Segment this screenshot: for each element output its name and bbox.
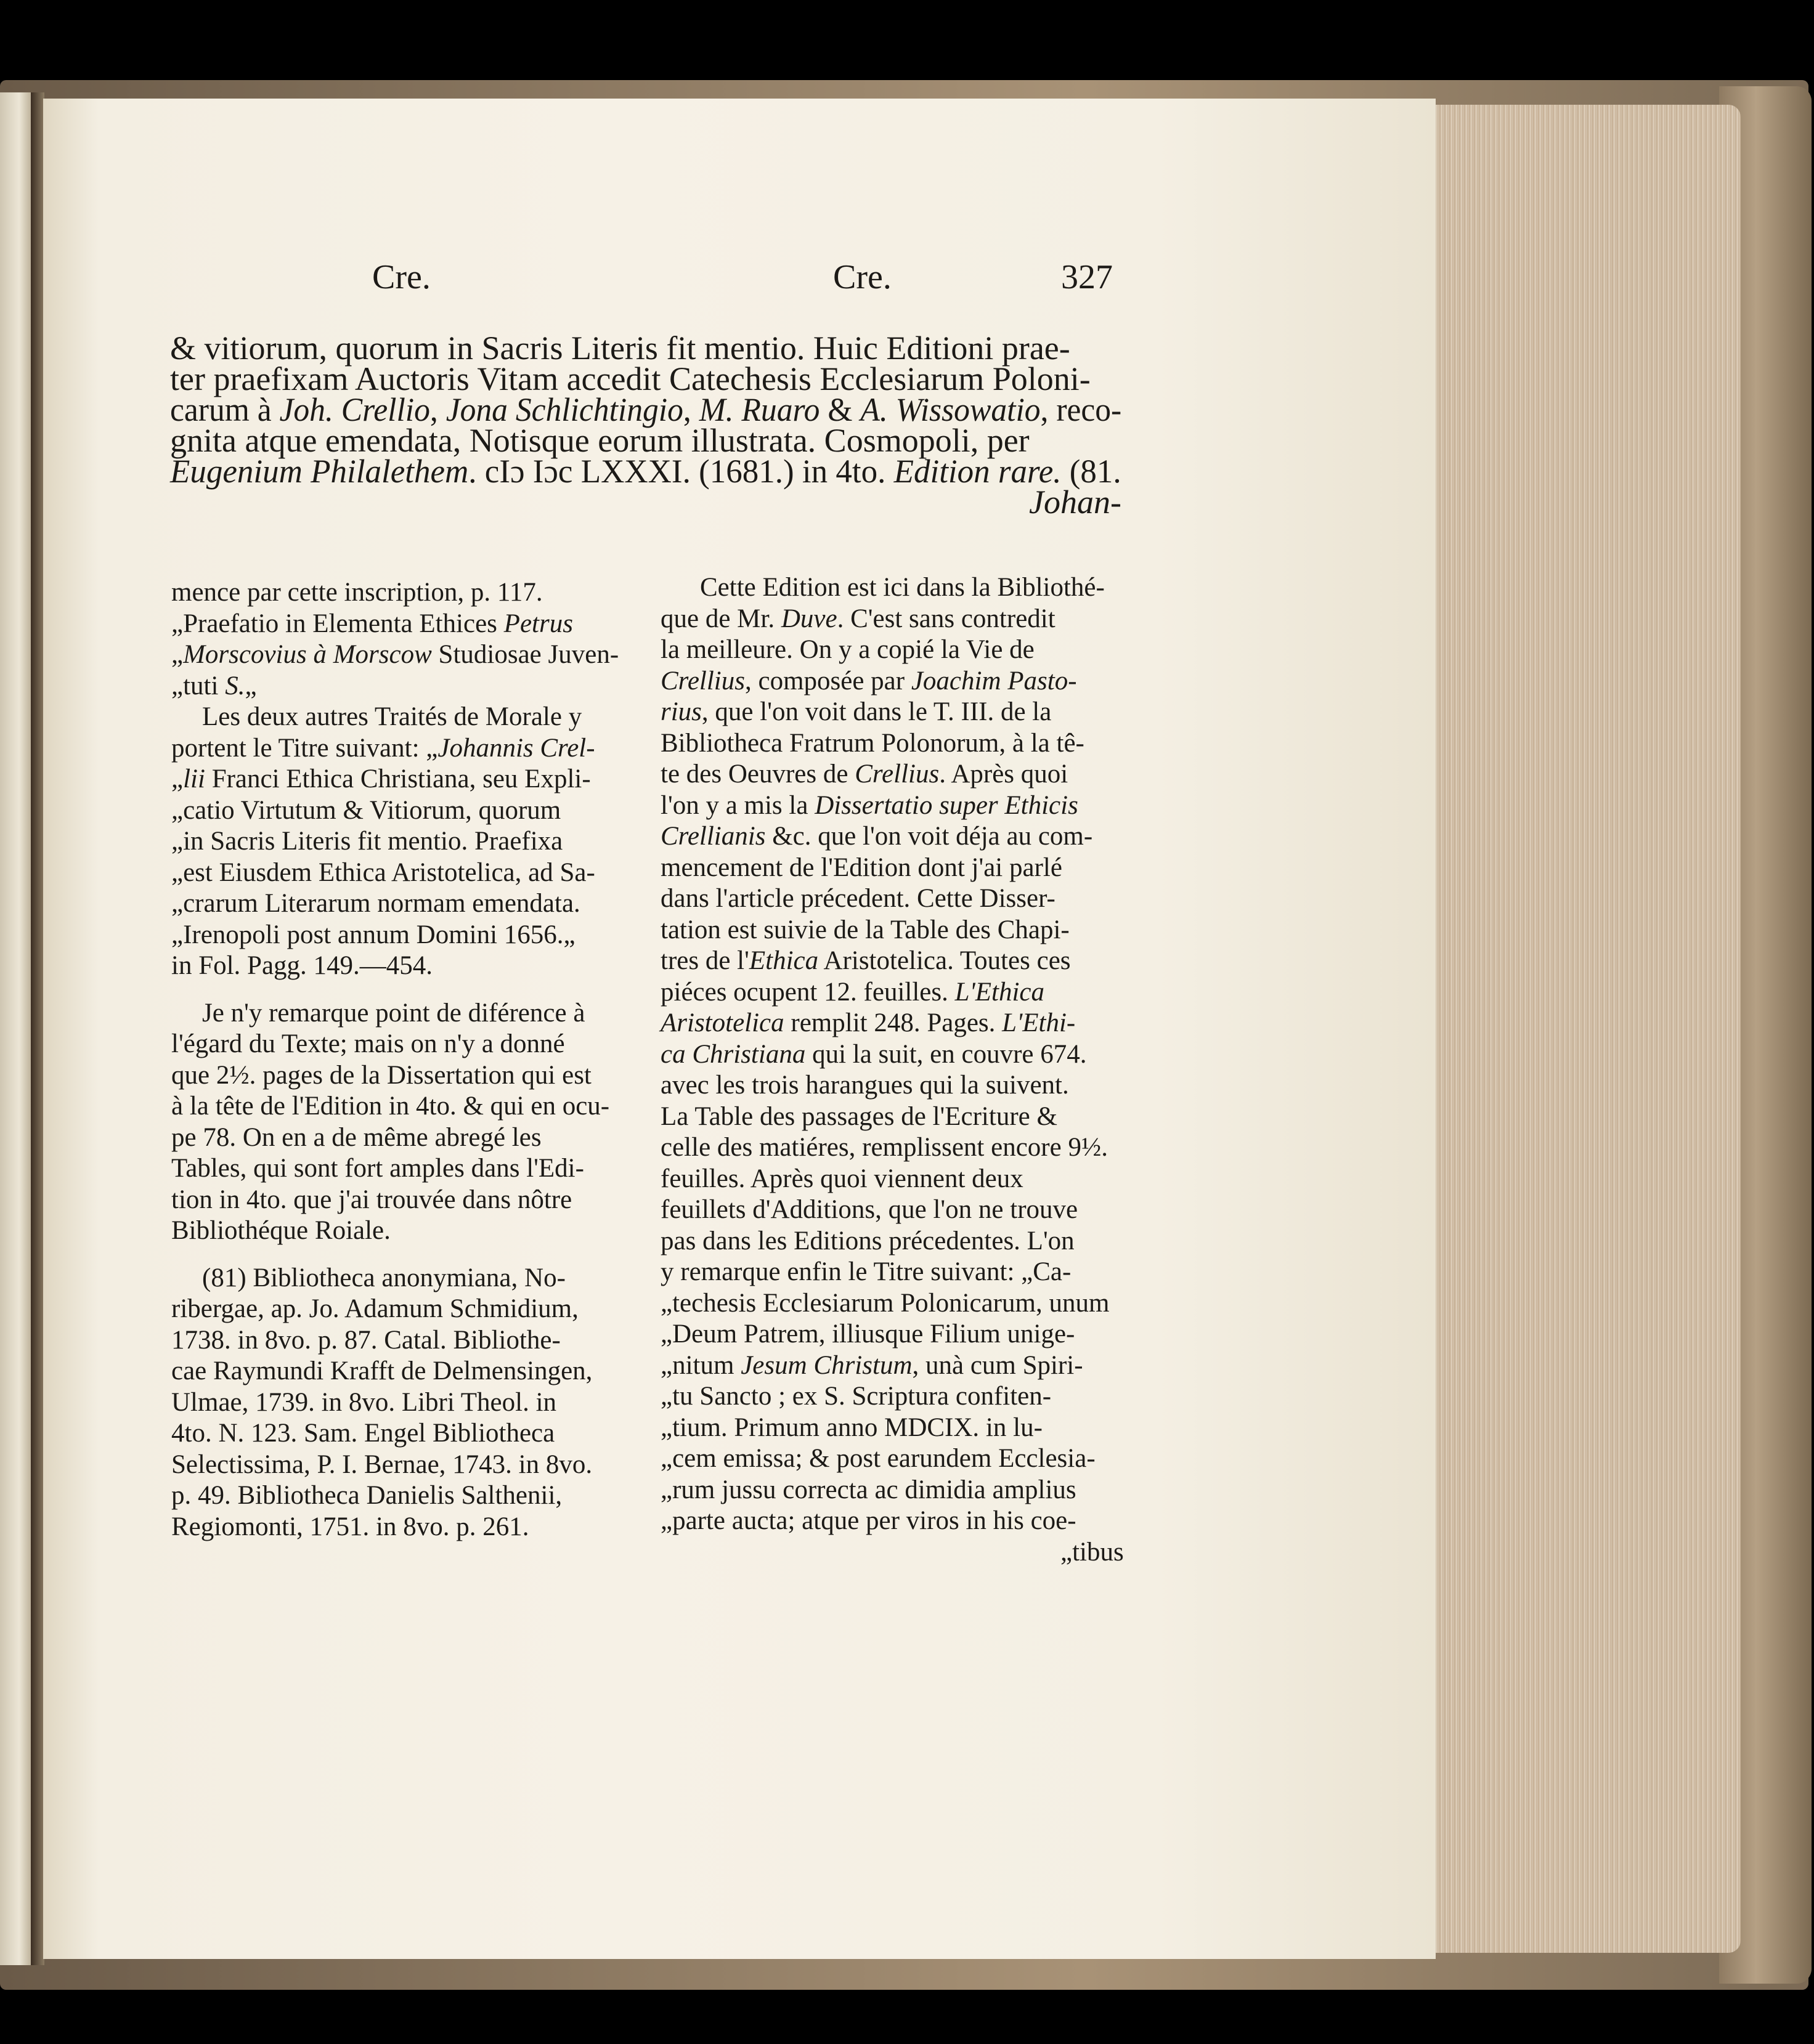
text-run: „tium. Primum anno MDCIX. in lu- (661, 1413, 1043, 1442)
italic-text: Joh. Crellio (279, 391, 430, 428)
right-column-line (661, 1196, 1078, 1223)
italic-text: Jona Schlichtingio (445, 391, 683, 428)
text-run: , (429, 391, 446, 428)
text-run: Ulmae, 1739. in 8vo. Libri Theol. in (171, 1387, 557, 1417)
right-column-line (661, 1321, 1075, 1347)
text-run: „est Eiusdem Ethica Aristotelica, ad Sa- (171, 858, 595, 887)
text-run: (81) Bibliotheca anonymiana, No- (202, 1263, 566, 1292)
right-column-line (661, 1445, 1096, 1472)
right-column-line (661, 1166, 1023, 1192)
text-run: „Praefatio in Elementa Ethices (171, 609, 504, 638)
italic-text: A. Wissowatio (860, 391, 1041, 428)
text-run: Cette Edition est ici dans la Bibliothé- (700, 573, 1105, 602)
right-column-line (661, 1010, 1075, 1036)
full-width-line (170, 424, 1030, 457)
text-run: , unà cum Spiri- (912, 1350, 1083, 1380)
left-column-line (202, 1265, 566, 1291)
right-column-line (661, 636, 1035, 663)
left-column-line (171, 1062, 592, 1089)
text-run: Tables, qui sont fort amples dans l'Edi- (171, 1154, 584, 1183)
full-width-line (170, 393, 1121, 426)
right-column-line (661, 1134, 1108, 1161)
italic-text: rius (661, 697, 702, 726)
text-run: „tuti (171, 671, 226, 700)
text-run: celle des matiéres, remplissent encore 9½. (661, 1133, 1108, 1162)
text-run: , composée par (744, 666, 911, 696)
text-run: „Irenopoli post annum Domini 1656.„ (171, 920, 576, 949)
right-column-line (661, 730, 1084, 756)
text-run: „ (171, 640, 184, 669)
text-run: „techesis Ecclesiarum Polonicarum, unum (661, 1288, 1110, 1318)
running-head-left: Cre. (372, 258, 431, 296)
right-column-line (661, 1103, 1057, 1130)
right-column-line (661, 668, 1077, 694)
text-run: Studiosae Juven- (431, 640, 619, 669)
text-run: „crarum Literarum normam emendata. (171, 889, 580, 918)
text-run: qui la suit, en couvre 674. (805, 1039, 1087, 1069)
text-run: „tibus (1060, 1537, 1124, 1567)
left-column-line (171, 922, 576, 948)
left-column-line (171, 1389, 556, 1416)
italic-text: Eugenium Philalethem (170, 453, 469, 490)
text-run: remplit 248. Pages. (784, 1008, 1003, 1037)
text-run: ter praefixam Auctoris Vitam accedit Catechesis Ecclesiarum Poloni- (170, 360, 1091, 397)
full-width-line (1029, 485, 1121, 519)
text-run: „rum jussu correcta ac dimidia amplius (661, 1475, 1076, 1504)
left-column-line (171, 797, 561, 824)
italic-text: Duve (781, 604, 837, 633)
text-run: te des Oeuvres de (661, 760, 855, 789)
left-column-line (202, 1000, 585, 1026)
text-run: „catio Virtutum & Vitiorum, quorum (171, 795, 561, 825)
text-run: Bibliothéque Roiale. (171, 1216, 391, 1245)
text-run: que de Mr. (661, 604, 781, 633)
text-run: cae Raymundi Krafft de Delmensingen, (171, 1357, 593, 1385)
left-column-line (171, 1093, 609, 1119)
italic-text: Joachim Pasto- (911, 666, 1077, 696)
right-column-line (661, 699, 1051, 725)
text-run: que 2½. pages de la Dissertation qui est (171, 1060, 592, 1090)
left-column-line (202, 704, 582, 730)
left-column-line (171, 1451, 592, 1478)
left-column-line (171, 1186, 572, 1213)
italic-text: Johannis Crel- (437, 733, 595, 763)
facing-page-sliver (0, 92, 32, 1965)
left-column-line (171, 828, 563, 854)
text-run: tion in 4to. que j'ai trouvée dans nôtre (171, 1185, 572, 1214)
left-column-line (171, 641, 619, 668)
text-run: 1738. in 8vo. p. 87. Catal. Bibliothe- (171, 1325, 561, 1355)
italic-text: M. Ruaro (699, 391, 820, 428)
text-run: „parte aucta; atque per viros in his coe- (661, 1506, 1076, 1535)
right-column-line (661, 1383, 1051, 1409)
text-run: Bibliotheca Fratrum Polonorum, à la tê- (661, 728, 1084, 758)
italic-text: Edition rare. (893, 453, 1062, 490)
italic-text: Crellianis (661, 822, 766, 851)
text-run: , que l'on voit dans le T. III. de la (701, 697, 1052, 726)
text-run: à la tête de l'Edition in 4to. & qui en ocu- (171, 1092, 610, 1121)
text-run: tres de l' (661, 946, 749, 975)
left-column-line (171, 1296, 579, 1322)
text-run: l'égard du Texte; mais on n'y a donné (171, 1029, 565, 1058)
italic-text: ca Christiana (661, 1039, 806, 1069)
right-column-line (661, 1477, 1076, 1503)
text-run: l'on y a mis la (661, 790, 815, 820)
book-gutter (31, 92, 44, 1965)
text-run: pas dans les Editions précedentes. L'on (661, 1226, 1075, 1255)
text-run: Je n'y remarque point de diférence à (202, 998, 585, 1028)
left-column-line (171, 859, 595, 886)
text-run: carum à (170, 391, 280, 428)
right-column-line (700, 574, 1105, 601)
text-run: „ (171, 764, 184, 793)
text-run: &c. que l'on voit déja au com- (765, 822, 1093, 851)
full-width-line (170, 331, 1070, 365)
italic-text: Ethica (749, 946, 819, 975)
text-run: „cem emissa; & post earundem Ecclesia- (661, 1444, 1096, 1473)
text-run: piéces ocupent 12. feuilles. (661, 977, 955, 1007)
left-column-line (171, 673, 257, 699)
left-column-line (171, 1514, 529, 1540)
full-width-line (170, 455, 1121, 488)
right-column-line (661, 1072, 1069, 1098)
page-block-edges (1423, 105, 1741, 1953)
text-run: (81. (1061, 453, 1121, 490)
italic-text: Jesum Christum (741, 1350, 913, 1380)
running-head-center: Cre. (833, 258, 892, 296)
text-run: Aristotelica. Toutes ces (818, 946, 1071, 975)
left-column-line (171, 1358, 592, 1384)
text-run: la meilleure. On y a copié la Vie de (661, 635, 1035, 664)
text-run: „Deum Patrem, illiusque Filium unige- (661, 1320, 1075, 1348)
italic-text: Dissertatio super Ethicis (815, 790, 1078, 820)
text-run: ribergae, ap. Jo. Adamum Schmidium, (171, 1294, 579, 1323)
right-column-line (661, 792, 1078, 819)
full-width-line (170, 362, 1091, 395)
text-run: , reco- (1040, 391, 1122, 428)
text-run: in Fol. Pagg. 149.—454. (171, 951, 433, 980)
text-run: , (683, 391, 699, 428)
left-column-line (171, 766, 591, 792)
right-column-line (661, 1352, 1083, 1379)
right-column-line (661, 1290, 1109, 1316)
text-run: „ (245, 671, 257, 700)
text-run: mence par cette inscription, p. 117. (171, 578, 543, 607)
left-column-line (171, 1482, 562, 1509)
text-run: gnita atque emendata, Notisque eorum illustrata. Cosmopoli, per (170, 422, 1030, 459)
italic-text: Crellius (661, 666, 745, 696)
text-run: . C'est sans contredit (837, 604, 1055, 633)
right-column-line (661, 885, 1055, 912)
text-run: „tu Sancto ; ex S. Scriptura confiten- (661, 1382, 1052, 1411)
left-column-line (171, 610, 573, 637)
right-column-line (661, 947, 1071, 974)
text-run: y remarque enfin le Titre suivant: „Ca- (661, 1257, 1072, 1286)
right-column-line (661, 917, 1070, 943)
italic-text: Morscovius à Morscow (183, 640, 432, 669)
italic-text: L'Ethi- (1002, 1008, 1076, 1037)
text-run: . cIɔ Iɔc LXXXI. (1681.) in 4to. (468, 453, 894, 490)
text-run: Selectissima, P. I. Bernae, 1743. in 8vo. (171, 1450, 593, 1479)
left-column-line (171, 735, 595, 761)
right-column-line (661, 1041, 1087, 1068)
right-column-line (661, 1414, 1043, 1441)
left-column-line (171, 1124, 542, 1151)
right-column-line (661, 1259, 1071, 1285)
left-column-line (171, 579, 543, 606)
text-run: avec les trois harangues qui la suivent. (661, 1071, 1069, 1100)
italic-text: Johan- (1029, 484, 1121, 521)
right-column-line (661, 1228, 1075, 1254)
italic-text: lii (183, 764, 205, 793)
italic-text: Petrus (503, 609, 573, 638)
italic-text: L'Ethica (954, 977, 1044, 1007)
page-number: 327 (1061, 258, 1113, 296)
text-run: tation est suivie de la Table des Chapi- (661, 915, 1070, 944)
left-column-line (171, 1155, 584, 1182)
left-column-line (171, 952, 433, 979)
right-column-line (661, 606, 1055, 632)
text-run: pe 78. On en a de même abregé les (171, 1122, 542, 1152)
text-run: dans l'article précedent. Cette Disser- (661, 884, 1055, 913)
italic-text: Crellius (855, 760, 940, 789)
text-run: Les deux autres Traités de Morale y (202, 702, 582, 731)
right-column-line (661, 823, 1092, 850)
right-column-line (661, 854, 1062, 881)
right-column-line (661, 979, 1044, 1005)
text-run: La Table des passages de l'Ecriture & (661, 1101, 1057, 1131)
text-run: & (820, 391, 861, 428)
right-column-line (661, 1507, 1076, 1534)
left-column-line (171, 1031, 565, 1057)
text-run: feuillets d'Additions, que l'on ne trouve (661, 1195, 1078, 1224)
left-column-line (171, 1217, 391, 1244)
text-run: Regiomonti, 1751. in 8vo. p. 261. (171, 1512, 529, 1541)
text-run: mencement de l'Edition dont j'ai parlé (661, 853, 1062, 882)
text-run: . Après quoi (939, 760, 1068, 789)
italic-text: S. (225, 671, 245, 700)
italic-text: Aristotelica (661, 1008, 784, 1037)
text-run: „in Sacris Literis fit mentio. Praefixa (171, 827, 563, 856)
text-run: & vitiorum, quorum in Sacris Literis fit mentio. Huic Editioni prae- (170, 330, 1070, 367)
text-run: portent le Titre suivant: „ (171, 733, 438, 763)
text-run: p. 49. Bibliotheca Danielis Salthenii, (171, 1481, 563, 1510)
left-column-line (171, 1420, 555, 1446)
left-column-line (171, 1327, 561, 1353)
text-run: feuilles. Après quoi viennent deux (661, 1164, 1023, 1193)
left-column-line (171, 890, 580, 917)
text-run: 4to. N. 123. Sam. Engel Bibliotheca (171, 1419, 555, 1448)
text-run: Franci Ethica Christiana, seu Expli- (205, 764, 591, 793)
text-run: „nitum (661, 1350, 741, 1380)
right-column-line (1060, 1539, 1124, 1565)
right-column-line (661, 761, 1068, 787)
